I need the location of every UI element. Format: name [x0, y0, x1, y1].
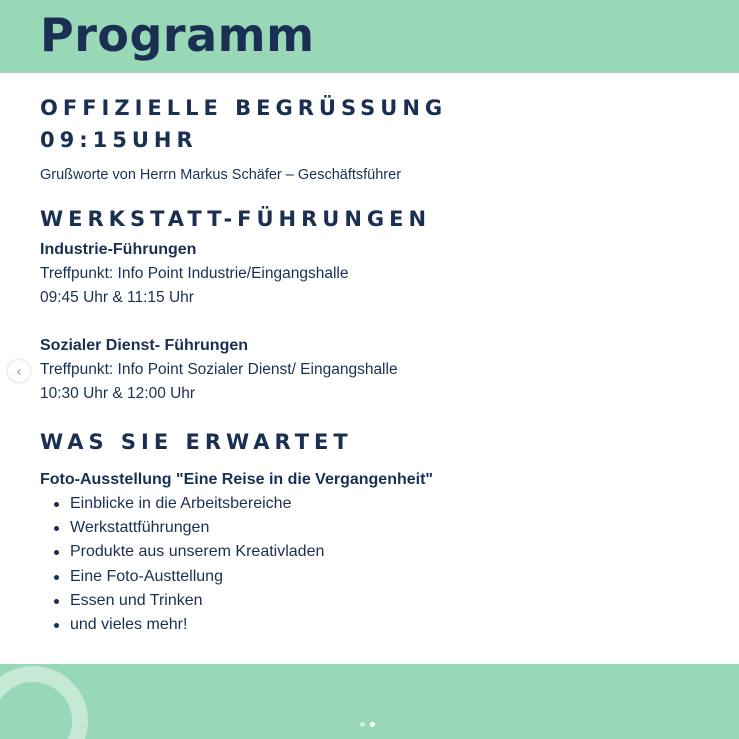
page-title: Programm [40, 8, 315, 62]
welcome-heading: OFFIZIELLE BEGRÜSSUNG [40, 96, 448, 120]
list-item: Werkstattführungen [70, 516, 720, 540]
welcome-time: 09:15UHR [40, 128, 198, 152]
tour-meeting-point: Treffpunkt: Info Point Industrie/Eingangshalle [40, 265, 349, 282]
carousel-dot[interactable] [360, 722, 365, 727]
tour-times: 10:30 Uhr & 12:00 Uhr [40, 385, 196, 402]
tour-group-sozialer-dienst [40, 334, 720, 406]
list-item: Produkte aus unserem Kreativladen [70, 540, 720, 564]
list-item: Einblicke in die Arbeitsbereiche [70, 492, 720, 516]
expect-heading: WAS SIE ERWARTET [40, 430, 353, 454]
list-item: Essen und Trinken [70, 589, 720, 613]
list-item: und vieles mehr! [70, 613, 720, 637]
tour-meeting-point: Treffpunkt: Info Point Sozialer Dienst/ Eingangshalle [40, 361, 398, 378]
tours-section [40, 203, 720, 406]
program-content [40, 92, 720, 637]
expect-section [40, 426, 720, 637]
carousel-pagination [360, 722, 375, 727]
exhibition-title: Foto-Ausstellung "Eine Reise in die Vergangenheit" [40, 471, 434, 488]
header-band [0, 0, 739, 73]
list-item: Eine Foto-Austtellung [70, 565, 720, 589]
welcome-section [40, 92, 720, 185]
tour-group-industrie [40, 238, 720, 310]
chevron-left-icon: ‹ [16, 362, 22, 380]
carousel-prev-button[interactable] [8, 360, 30, 382]
footer-band [0, 664, 739, 739]
decorative-ring-icon [0, 666, 88, 739]
welcome-text: Grußworte von Herrn Markus Schäfer – Geschäftsführer [40, 167, 402, 183]
carousel-dot-active[interactable] [370, 722, 375, 727]
feature-list [40, 492, 720, 637]
tour-times: 09:45 Uhr & 11:15 Uhr [40, 289, 194, 306]
tours-heading: WERKSTATT-FÜHRUNGEN [40, 207, 432, 231]
tour-title: Industrie-Führungen [40, 241, 197, 258]
tour-title: Sozialer Dienst- Führungen [40, 337, 249, 354]
